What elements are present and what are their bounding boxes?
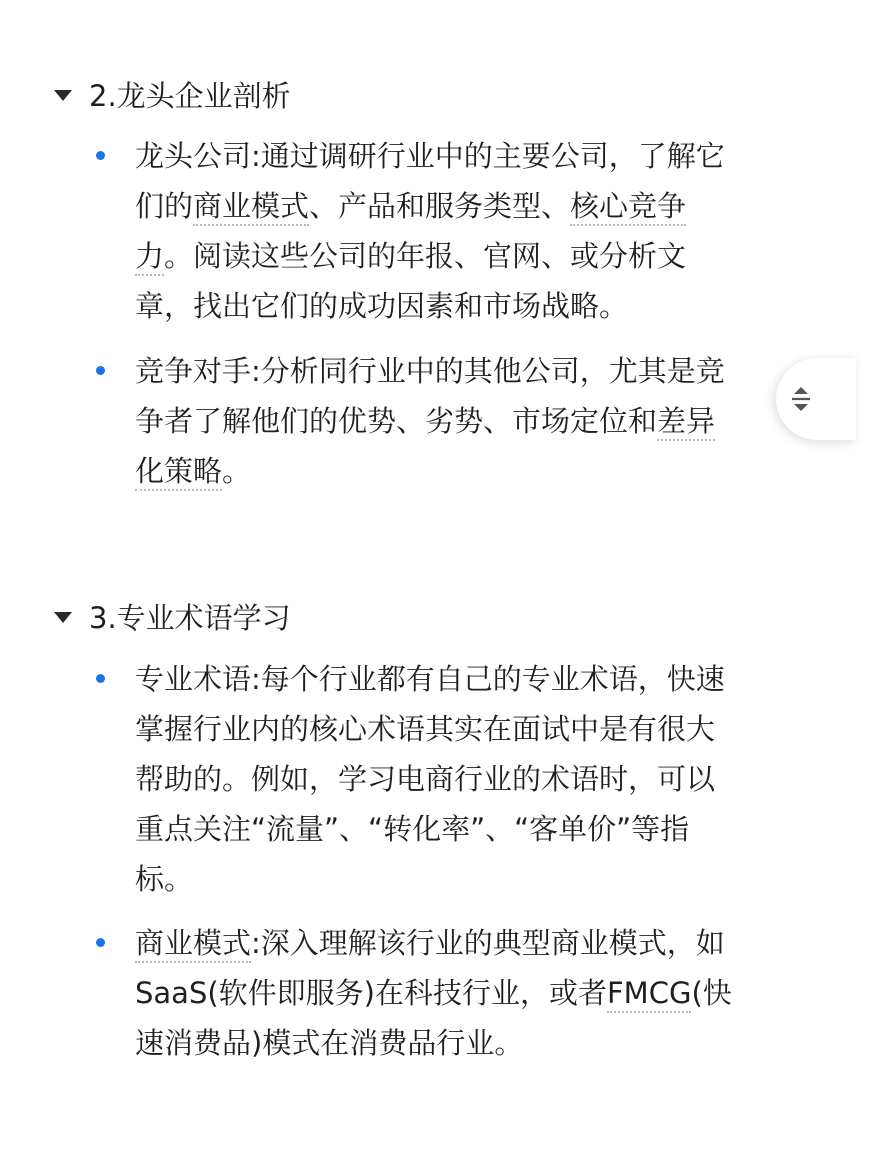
caret-down-icon — [54, 90, 72, 101]
text-line — [135, 704, 785, 754]
text-segment: 争者了解他们的优势、劣势、市场定位和 — [135, 404, 658, 438]
text-segment: (快 — [691, 976, 732, 1010]
text-segment: 们的 — [135, 189, 194, 223]
text-segment: SaaS(软件即服务)在科技行业，或者 — [135, 976, 607, 1010]
text-segment: 龙头公司:通过调研行业中的主要公司，了解它 — [135, 139, 725, 173]
text-line — [135, 131, 785, 181]
section-title: 3.专业术语学习 — [89, 601, 291, 635]
text-line — [135, 654, 785, 704]
term-link-business-model[interactable]: 商业模式 — [135, 926, 251, 963]
section-heading-leading-companies[interactable] — [54, 74, 291, 115]
section-heading-terminology[interactable] — [54, 596, 291, 637]
text-segment: 。 — [222, 454, 252, 488]
text-segment: 标。 — [135, 862, 194, 896]
text-line — [135, 968, 785, 1018]
text-line — [135, 396, 785, 446]
bullet-icon — [96, 674, 105, 683]
text-line — [135, 854, 785, 904]
text-line — [135, 231, 785, 281]
term-link-differentiation[interactable]: 差异 — [657, 404, 715, 441]
text-line — [135, 754, 785, 804]
text-segment: :深入理解该行业的典型商业模式，如 — [251, 926, 725, 960]
text-line — [135, 181, 785, 231]
text-line — [135, 804, 785, 854]
text-segment: 帮助的。例如，学习电商行业的术语时，可以 — [135, 762, 716, 796]
text-segment: 速消费品)模式在消费品行业。 — [135, 1026, 524, 1060]
bullet-icon — [96, 366, 105, 375]
text-line — [135, 918, 785, 968]
term-link-differentiation-cont[interactable]: 化策略 — [135, 454, 222, 491]
text-segment: 掌握行业内的核心术语其实在面试中是有很大 — [135, 712, 716, 746]
text-segment: 。阅读这些公司的年报、官网、或分析文 — [164, 239, 687, 273]
term-link-fmcg[interactable]: FMCG — [607, 976, 691, 1013]
text-segment: 专业术语:每个行业都有自己的专业术语，快速 — [135, 662, 725, 696]
term-link-core-competitiveness-cont[interactable]: 力 — [135, 239, 164, 276]
term-link-core-competitiveness[interactable]: 核心竞争 — [570, 189, 686, 226]
term-link-business-model[interactable]: 商业模式 — [193, 189, 309, 226]
text-segment: 章，找出它们的成功因素和市场战略。 — [135, 289, 629, 323]
expand-collapse-icon — [786, 382, 816, 416]
list-item-competitors — [135, 346, 785, 496]
text-line — [135, 346, 785, 396]
text-segment: 、产品和服务类型、 — [309, 189, 571, 223]
text-segment: 重点关注“流量”、“转化率”、“客单价”等指 — [135, 812, 690, 846]
list-item-leading-company — [135, 131, 785, 331]
text-line — [135, 1018, 785, 1068]
text-segment: 竞争对手:分析同行业中的其他公司，尤其是竞 — [135, 354, 725, 388]
bullet-icon — [96, 938, 105, 947]
list-item-terminology — [135, 654, 785, 904]
list-item-business-model — [135, 918, 785, 1068]
expand-collapse-button[interactable] — [776, 358, 856, 440]
bullet-icon — [96, 151, 105, 160]
section-title: 2.龙头企业剖析 — [89, 79, 291, 113]
text-line — [135, 446, 785, 496]
text-line — [135, 281, 785, 331]
caret-down-icon — [54, 612, 72, 623]
